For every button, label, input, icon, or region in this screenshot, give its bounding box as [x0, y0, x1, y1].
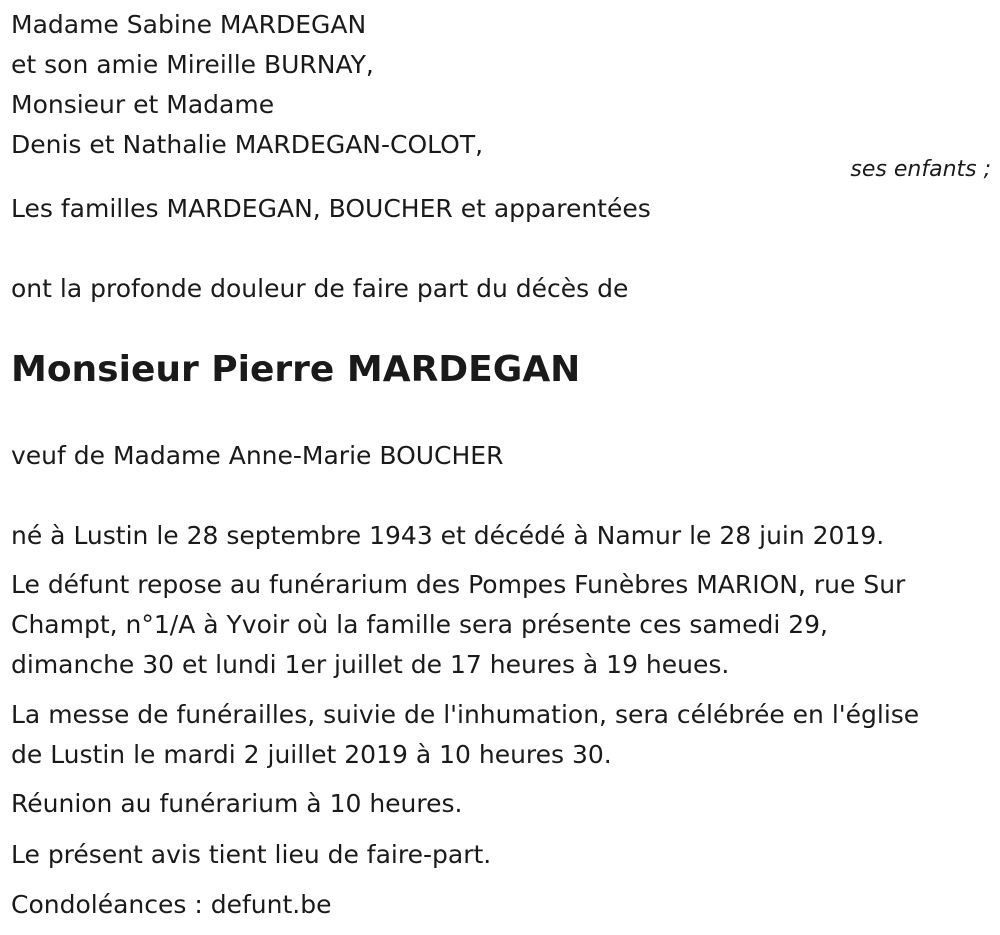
- signer-line: Monsieur et Madame: [11, 90, 275, 119]
- signer-line: Denis et Nathalie MARDEGAN-COLOT,: [11, 130, 484, 159]
- relation-label: ses enfants ;: [850, 157, 991, 182]
- funeral-mass-paragraph: [11, 695, 986, 775]
- families-line: Les familles MARDEGAN, BOUCHER et apparentées: [11, 194, 651, 223]
- condolences-line: Condoléances : defunt.be: [11, 890, 332, 919]
- meeting-line: Réunion au funérarium à 10 heures.: [11, 789, 463, 818]
- signers-block: [11, 5, 483, 165]
- signer-line: et son amie Mireille BURNAY,: [11, 50, 374, 79]
- mass-line: de Lustin le mardi 2 juillet 2019 à 10 heures 30.: [11, 740, 612, 769]
- widow-line: veuf de Madame Anne-Marie BOUCHER: [11, 441, 504, 470]
- birth-death-line: né à Lustin le 28 septembre 1943 et décédé à Namur le 28 juin 2019.: [11, 521, 885, 550]
- signer-line: Madame Sabine MARDEGAN: [11, 10, 367, 39]
- mass-line: La messe de funérailles, suivie de l'inhumation, sera célébrée en l'église: [11, 700, 920, 729]
- wake-paragraph: [11, 565, 986, 685]
- wake-line: Champt, n°1/A à Yvoir où la famille sera présente ces samedi 29,: [11, 610, 829, 639]
- faire-part-line: Le présent avis tient lieu de faire-part.: [11, 840, 492, 869]
- announcement-line: ont la profonde douleur de faire part du décès de: [11, 274, 629, 303]
- wake-line: Le défunt repose au funérarium des Pompes Funèbres MARION, rue Sur: [11, 570, 906, 599]
- deceased-name: Monsieur Pierre MARDEGAN: [11, 349, 581, 390]
- wake-line: dimanche 30 et lundi 1er juillet de 17 heures à 19 heues.: [11, 650, 730, 679]
